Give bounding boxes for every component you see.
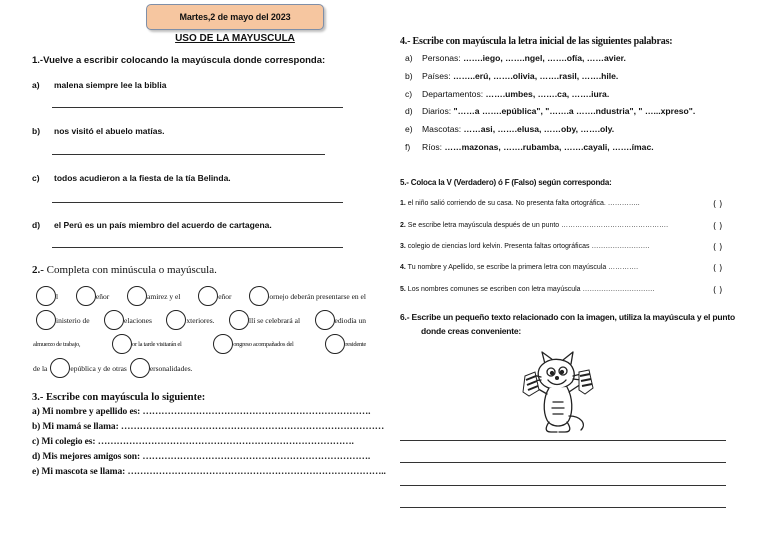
writing-line-3[interactable] — [400, 485, 726, 486]
tf-answer-box[interactable]: ( ) — [713, 200, 723, 210]
tf-text: Tu nombre y Apellido, se escribe la primera letra con mayúscula …………. — [407, 264, 639, 271]
row-blanks: ……mazonas, …….rubamba, …….cayali, …….ímac. — [442, 142, 654, 152]
letter-circle[interactable] — [76, 286, 96, 306]
writing-line-4[interactable] — [400, 507, 726, 508]
row-category: Ríos: — [422, 142, 443, 152]
row-category: Diarios: — [422, 106, 452, 116]
item-text: nos visitó el abuelo matías. — [54, 126, 165, 136]
fill-text: ornejo deberán presentarse en el — [269, 291, 366, 301]
fill-text: eñor — [218, 291, 232, 301]
section1-item-c — [32, 173, 231, 183]
section1-item-b — [32, 126, 165, 136]
fill-text: xteriores. — [186, 315, 215, 325]
row-label: a) — [405, 53, 413, 63]
fill-text: llí se celebrará al — [249, 315, 301, 325]
letter-circle[interactable] — [130, 358, 150, 378]
letter-circle[interactable] — [112, 334, 132, 354]
section2-text: Completa con minúscula o mayúscula. — [46, 264, 217, 276]
tf-answer-box[interactable]: ( ) — [713, 222, 723, 232]
tf-answer-box[interactable]: ( ) — [713, 243, 723, 253]
fill-text: or la tarde visitarán el — [132, 340, 182, 348]
tf-answer-box[interactable]: ( ) — [713, 286, 723, 296]
letter-circle[interactable] — [213, 334, 233, 354]
letter-circle[interactable] — [198, 286, 218, 306]
letter-circle[interactable] — [325, 334, 345, 354]
row-blanks: "……a …….epública", "…….a …….ndustria", " …...xpreso". — [451, 106, 696, 116]
section2-number: 2.- — [32, 264, 44, 276]
tf-item-3 — [400, 243, 649, 250]
section1-item-d — [32, 220, 272, 230]
fill-text: elaciones — [124, 315, 152, 325]
section4-instruction: 4.- Escribe con mayúscula la letra inicial de las siguientes palabras: — [400, 36, 673, 47]
item-label: c) — [32, 173, 40, 183]
row-category: Departamentos: — [422, 89, 484, 99]
row-label: c) — [405, 89, 413, 99]
tf-item-5 — [400, 286, 654, 293]
answer-line-a[interactable] — [52, 107, 343, 108]
item-text: todos acudieron a la fiesta de la tía Belinda. — [54, 173, 231, 183]
letter-circle[interactable] — [50, 358, 70, 378]
tf-number: 3. — [400, 243, 406, 250]
tf-text: el niño salió corriendo de su casa. No presenta falta ortográfica. ………….. — [407, 200, 640, 207]
fill-text: inisterio de — [56, 315, 90, 325]
fill-text: epública y de otras — [70, 363, 127, 373]
letter-circle[interactable] — [127, 286, 147, 306]
letter-circle[interactable] — [166, 310, 186, 330]
section4-row-c — [405, 89, 609, 99]
section3-instruction: 3.- Escribe con mayúscula lo siguiente: — [32, 392, 206, 403]
true-false-list — [400, 200, 740, 300]
tf-text: colegio de ciencias lord kelvin. Presenta faltas ortográficas ……………………. — [407, 243, 650, 250]
fill-row-2 — [36, 310, 366, 330]
tf-number: 1. — [400, 200, 406, 207]
fill-text: residente — [345, 340, 366, 348]
fill-text: ongreso acompañados del — [233, 340, 294, 348]
answer-line-b[interactable] — [52, 154, 325, 155]
section4-row-d — [405, 106, 695, 116]
tf-text: Los nombres comunes se escriben con letra mayúscula …………………………. — [407, 286, 655, 293]
section4-row-b — [405, 71, 618, 81]
section1-item-a — [32, 80, 166, 90]
item-label: d) — [32, 220, 41, 230]
fill-text: ersonalidades. — [149, 363, 193, 373]
letter-circle[interactable] — [315, 310, 335, 330]
section5-instruction: 5.- Coloca la V (Verdadero) ó F (Falso) según corresponda: — [400, 178, 612, 187]
fill-text: eñor — [95, 291, 110, 301]
tf-number: 4. — [400, 264, 406, 271]
fill-row-1 — [36, 286, 366, 306]
tf-item-4 — [400, 264, 638, 271]
fill-line-5: e) Mi mascota se llama: ……………………………………………………………………….. — [32, 467, 386, 477]
worksheet-title: USO DE LA MAYUSCULA — [175, 33, 295, 44]
section2-instruction — [32, 264, 217, 276]
row-blanks: ……asi, …….elusa, ……oby, …….oly. — [461, 124, 615, 134]
row-blanks: ……..erú, …….olivia, …….rasil, …….hile. — [450, 71, 619, 81]
fill-line-3: c) Mi colegio es: ………………………………………………………………………. — [32, 437, 354, 447]
fill-text: ediodía un — [334, 315, 366, 325]
item-text: malena siempre lee la biblia — [54, 80, 167, 90]
row-category: Personas: — [422, 53, 461, 63]
fill-row-3 — [33, 334, 366, 354]
fill-text: almuerzo de trabajo, — [33, 340, 81, 348]
letter-circle[interactable] — [249, 286, 269, 306]
row-label: f) — [405, 142, 411, 152]
tf-item-1 — [400, 200, 640, 207]
fill-text: amirez y el — [147, 291, 181, 301]
section6-instruction: 6.- Escribe un pequeño texto relacionado con la imagen, utiliza la mayúscula y el punto donde creas conveniente: — [400, 312, 735, 336]
item-label: a) — [32, 80, 40, 90]
section4-row-f — [405, 142, 654, 152]
row-blanks: …….umbes, …….ca, …….iura. — [483, 89, 610, 99]
tf-item-2 — [400, 222, 668, 229]
fill-line-2: b) Mi mamá se llama: ………………………………………………………………………… — [32, 422, 385, 432]
tf-number: 5. — [400, 286, 406, 293]
section4-row-e — [405, 124, 614, 134]
cat-with-socks-illustration — [515, 350, 601, 436]
row-label: e) — [405, 124, 413, 134]
tf-number: 2. — [400, 222, 406, 229]
answer-line-d[interactable] — [52, 247, 343, 248]
tf-answer-box[interactable]: ( ) — [713, 264, 723, 274]
row-category: Mascotas: — [422, 124, 462, 134]
item-label: b) — [32, 126, 41, 136]
item-text: el Perú es un país miembro del acuerdo de cartagena. — [54, 220, 272, 230]
row-category: Países: — [422, 71, 451, 81]
writing-line-2[interactable] — [400, 462, 726, 463]
row-label: d) — [405, 106, 413, 116]
fill-row-4 — [33, 358, 193, 378]
answer-line-c[interactable] — [52, 202, 343, 203]
fill-text: de la — [33, 363, 48, 373]
section1-instruction: 1.-Vuelve a escribir colocando la mayúscula donde corresponda: — [32, 55, 326, 66]
row-label: b) — [405, 71, 413, 81]
letter-circle[interactable] — [104, 310, 124, 330]
tf-text: Se escribe letra mayúscula después de un punto ………………………………………. — [407, 222, 669, 229]
fill-line-4: d) Mis mejores amigos son: ………………………………………………………………. — [32, 452, 371, 462]
fill-text: l — [56, 291, 59, 301]
date-banner: Martes,2 de mayo del 2023 — [146, 4, 324, 30]
letter-circle[interactable] — [36, 286, 59, 306]
fill-line-1: a) Mi nombre y apellido es: ………………………………………………………………. — [32, 407, 371, 417]
writing-line-1[interactable] — [400, 440, 726, 441]
letter-circle[interactable] — [36, 310, 56, 330]
row-blanks: …….iego, …….ngel, …….ofía, ……avier. — [460, 53, 626, 63]
letter-circle[interactable] — [229, 310, 249, 330]
section4-row-a — [405, 53, 626, 63]
